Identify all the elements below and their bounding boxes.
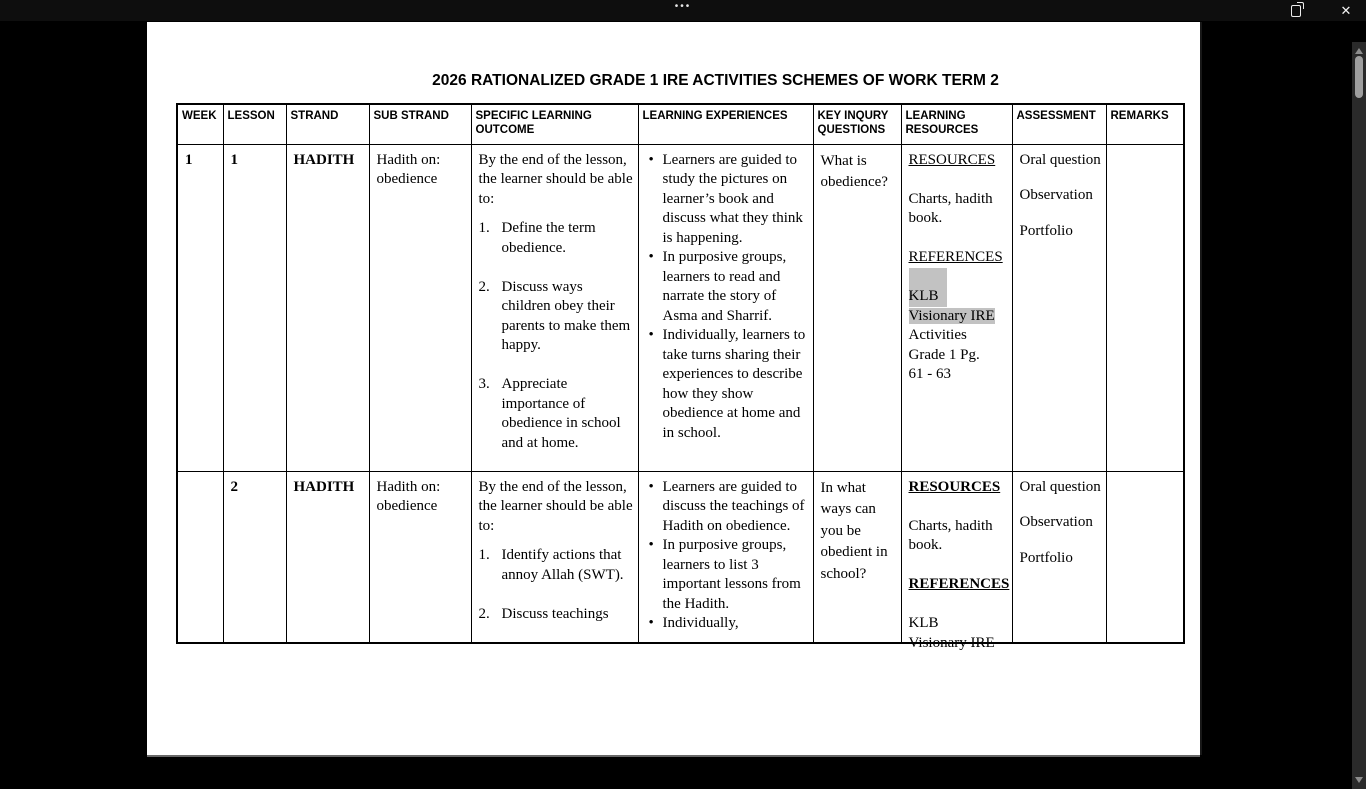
bullet-icon [646,614,663,634]
experience-item [646,248,810,326]
list-number: 1. [478,547,490,563]
outcome-item-text: Appreciate importance of obedience in school and at home. [501,376,621,451]
experience-item [646,151,810,249]
cell-week: 1 [177,144,223,471]
cell-learning-resources [901,471,1012,651]
reference-line: Visionary IRE [908,634,995,651]
outcome-item [479,375,635,453]
experience-item [646,478,810,537]
cell-learning-experiences [638,144,813,471]
scroll-down-arrow-icon[interactable] [1355,777,1363,783]
document-title: 2026 RATIONALIZED GRADE 1 IRE ACTIVITIES SCHEMES OF WORK TERM 2 [432,72,999,89]
bullet-icon [646,248,663,326]
header-sub-strand: SUB STRAND [369,104,471,144]
assessment-item: Observation [1019,514,1093,530]
reference-line: Activities [908,327,967,343]
cell-learning-resources [901,144,1012,471]
list-number: 1. [478,220,490,236]
header-key-inquiry-questions: KEY INQURY QUESTIONS [813,104,901,144]
outcome-item [479,278,635,356]
header-week: WEEK [177,104,223,144]
assessment-item: Oral question [1019,151,1101,168]
header-lesson: LESSON [223,104,286,144]
close-icon: ✕ [1340,2,1352,18]
list-number: 3. [478,376,490,392]
reference-line [909,287,1009,307]
header-specific-learning-outcome: SPECIFIC LEARNING OUTCOME [471,104,638,144]
cell-lesson: 2 [223,471,286,643]
scrollbar-thumb[interactable] [1355,56,1363,98]
resources-heading: RESOURCES [908,151,996,168]
highlighted-text: Visionary IRE [908,307,995,324]
reference-line [909,307,1009,327]
references-heading: REFERENCES [908,249,1003,265]
assessment-item: Portfolio [1019,222,1073,239]
experience-item [646,536,810,614]
bullet-icon [646,478,663,537]
experience-item-text: Individually, [662,615,739,631]
header-learning-resources: LEARNING RESOURCES [901,104,1012,144]
experience-item [646,326,810,443]
resources-heading: RESOURCES [908,478,1001,495]
cell-specific-learning-outcome [471,144,638,471]
cell-key-inquiry-question: What is obedience? [813,144,901,471]
cell-week [177,471,223,643]
header-remarks: REMARKS [1106,104,1184,144]
header-strand: STRAND [286,104,369,144]
resources-text: Charts, hadith book. [908,517,993,553]
bullet-icon [646,151,663,249]
outcome-intro: By the end of the lesson, the learner should be able to: [478,151,633,207]
experience-item-text: Individually, learners to take turns sharing their experiences to describe how they show obedience at home and in school. [662,327,806,441]
restore-window-icon [1291,5,1301,17]
header-learning-experiences: LEARNING EXPERIENCES [638,104,813,144]
cell-strand: HADITH [286,471,369,643]
more-options-button[interactable]: ••• [674,1,692,12]
highlighted-text: KLB [909,287,947,307]
list-number: 2. [478,278,490,295]
cell-specific-learning-outcome [471,471,638,643]
references-heading: REFERENCES [908,576,1010,592]
cell-remarks [1106,471,1184,643]
experience-item-text: In purposive groups, learners to list 3 important lessons from the Hadith. [662,537,801,612]
cell-strand: HADITH [286,144,369,471]
table-header-row [177,104,1184,144]
table-row [177,471,1184,643]
outcome-item [479,219,635,258]
header-assessment: ASSESSMENT [1012,104,1106,144]
vertical-scrollbar[interactable] [1352,42,1366,789]
reference-line: KLB [908,615,939,631]
cell-sub-strand: Hadith on: obedience [369,471,471,643]
schemes-of-work-table [176,103,1185,651]
scroll-up-arrow-icon[interactable] [1355,48,1363,54]
outcome-intro: By the end of the lesson, the learner should be able to: [478,478,633,534]
cell-learning-experiences [638,471,813,643]
restore-window-button[interactable] [1284,0,1308,21]
cell-assessment [1012,144,1106,471]
outcome-item-text: Identify actions that annoy Allah (SWT). [501,547,624,583]
assessment-item: Portfolio [1019,549,1073,566]
outcome-item-text: Discuss teachings [501,605,609,622]
bullet-icon [646,326,663,443]
outcome-item-text: Define the term obedience. [501,220,596,256]
experience-item-text: Learners are guided to study the pictures on learner’s book and discuss what they think is happening. [662,151,803,246]
table-row [177,144,1184,471]
outcome-item [479,605,635,625]
reference-line: 61 - 63 [908,366,951,382]
cell-lesson: 1 [223,144,286,471]
cell-remarks [1106,144,1184,471]
experience-item [646,614,810,634]
experience-item-text: Learners are guided to discuss the teachings of Hadith on obedience. [662,478,805,534]
cell-sub-strand: Hadith on: obedience [369,144,471,471]
assessment-item: Observation [1019,187,1093,203]
outcome-item-text: Discuss ways children obey their parents to make them happy. [501,278,631,353]
titlebar [0,0,1366,21]
outcome-item [479,546,635,585]
resources-text: Charts, hadith book. [908,190,993,226]
list-number: 2. [478,605,490,622]
document-page [147,22,1200,755]
reference-line: Grade 1 Pg. [908,346,980,363]
close-window-button[interactable] [1332,0,1360,21]
selection-highlight-block [909,268,947,288]
cell-key-inquiry-question: In what ways can you be obedient in school? [813,471,901,643]
cell-assessment [1012,471,1106,643]
experience-item-text: In purposive groups, learners to read and narrate the story of Asma and Sharrif. [662,249,787,324]
bullet-icon [646,536,663,614]
assessment-item: Oral question [1019,478,1101,495]
document-canvas [0,21,1366,768]
